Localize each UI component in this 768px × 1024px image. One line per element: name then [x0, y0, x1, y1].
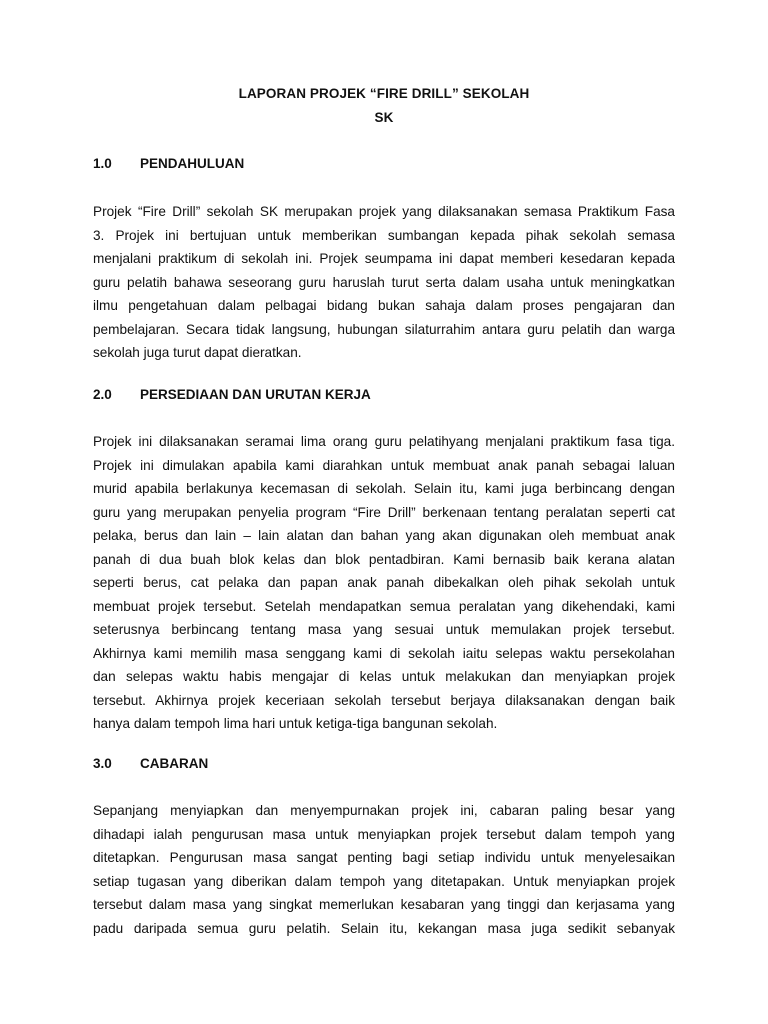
section-heading-1 — [93, 154, 244, 174]
section-heading-3 — [93, 754, 208, 774]
section-title: PENDAHULUAN — [140, 156, 245, 171]
section-paragraph-1 — [93, 200, 675, 365]
paragraph-line: hanya dalam tempoh lima hari untuk ketiga-tiga bangunan sekolah. — [93, 716, 498, 731]
paragraph-line: 3. Projek ini bertujuan untuk memberikan sumbangan kepada pihak sekolah semasa — [93, 227, 675, 243]
paragraph-line: Projek ini dilaksanakan seramai lima orang guru pelatihyang menjalani praktikum fasa tiga. — [93, 434, 675, 449]
paragraph-line: tersebut dalam masa yang singkat memerlukan kesabaran yang tinggi dan kerjasama yang — [93, 897, 675, 912]
paragraph-line: tersebut. Akhirnya projek keceriaan sekolah tersebut berjaya dilaksanakan dengan baik — [93, 692, 675, 708]
paragraph-line: ilmu pengetahuan dalam pelbagai bidang bukan sahaja dalam proses pengajaran dan — [93, 298, 675, 313]
section-paragraph-2 — [93, 430, 675, 736]
paragraph-line: murid apabila berlakunya kecemasan di sekolah. Selain itu, kami juga berbincang dengan — [93, 481, 675, 496]
paragraph-line: setiap tugasan yang diberikan dalam tempoh yang ditetapakan. Untuk menyiapkan projek — [93, 873, 675, 889]
section-title: CABARAN — [140, 756, 209, 771]
paragraph-line: Projek “Fire Drill” sekolah SK merupakan projek yang dilaksanakan semasa Praktikum Fasa — [93, 204, 675, 219]
section-title: PERSEDIAAN DAN URUTAN KERJA — [140, 387, 371, 402]
section-number: 3.0 — [93, 756, 112, 771]
paragraph-line: ditetapkan. Pengurusan masa sangat penting bagi setiap individu untuk menyelesaikan — [93, 850, 675, 865]
section-paragraph-3 — [93, 799, 675, 940]
document-title: LAPORAN PROJEK “FIRE DRILL” SEKOLAH — [238, 86, 530, 101]
paragraph-line: sekolah juga turut dapat dieratkan. — [93, 345, 302, 360]
paragraph-line: pembelajaran. Secara tidak langsung, hubungan silaturrahim antara guru pelatih dan warga — [93, 321, 675, 337]
paragraph-line: membuat projek tersebut. Setelah mendapatkan semua peralatan yang dikehendaki, kami — [93, 598, 675, 614]
document-subtitle: SK — [374, 110, 394, 125]
section-number: 1.0 — [93, 156, 112, 171]
paragraph-line: Sepanjang menyiapkan dan menyempurnakan projek ini, cabaran paling besar yang — [93, 803, 675, 818]
paragraph-line: panah di dua buah blok kelas dan blok pentadbiran. Kami bernasib baik kerana alatan — [93, 551, 675, 567]
section-number: 2.0 — [93, 387, 112, 402]
paragraph-line: pelaka, berus dan lain – lain alatan dan bahan yang akan digunakan oleh membuat anak — [93, 528, 675, 543]
paragraph-line: guru yang merupakan penyelia program “Fire Drill” berkenaan tentang peralatan seperti cat — [93, 504, 675, 520]
paragraph-line: guru pelatih bahawa seseorang guru haruslah turut serta dalam usaha untuk meningkatkan — [93, 274, 675, 290]
paragraph-line: Akhirnya kami memilih masa senggang kami di sekolah iaitu selepas waktu persekolahan — [93, 645, 675, 661]
paragraph-line: seperti berus, cat pelaka dan papan anak panah dibekalkan oleh pihak sekolah untuk — [93, 575, 675, 590]
paragraph-line: padu daripada semua guru pelatih. Selain itu, kekangan masa juga sedikit sebanyak — [93, 920, 675, 936]
paragraph-line: Projek ini dimulakan apabila kami diarahkan untuk membuat anak panah sebagai laluan — [93, 457, 675, 473]
paragraph-line: menjalani praktikum di sekolah ini. Projek seumpama ini dapat memberi kesedaran kepada — [93, 251, 675, 266]
paragraph-line: seterusnya berbincang tentang masa yang sesuai untuk memulakan projek tersebut. — [93, 622, 675, 637]
section-heading-2 — [93, 385, 371, 405]
paragraph-line: dan selepas waktu habis mengajar di kelas untuk melakukan dan menyiapkan projek — [93, 669, 675, 684]
paragraph-line: dihadapi ialah pengurusan masa untuk menyiapkan projek tersebut dalam tempoh yang — [93, 826, 675, 842]
